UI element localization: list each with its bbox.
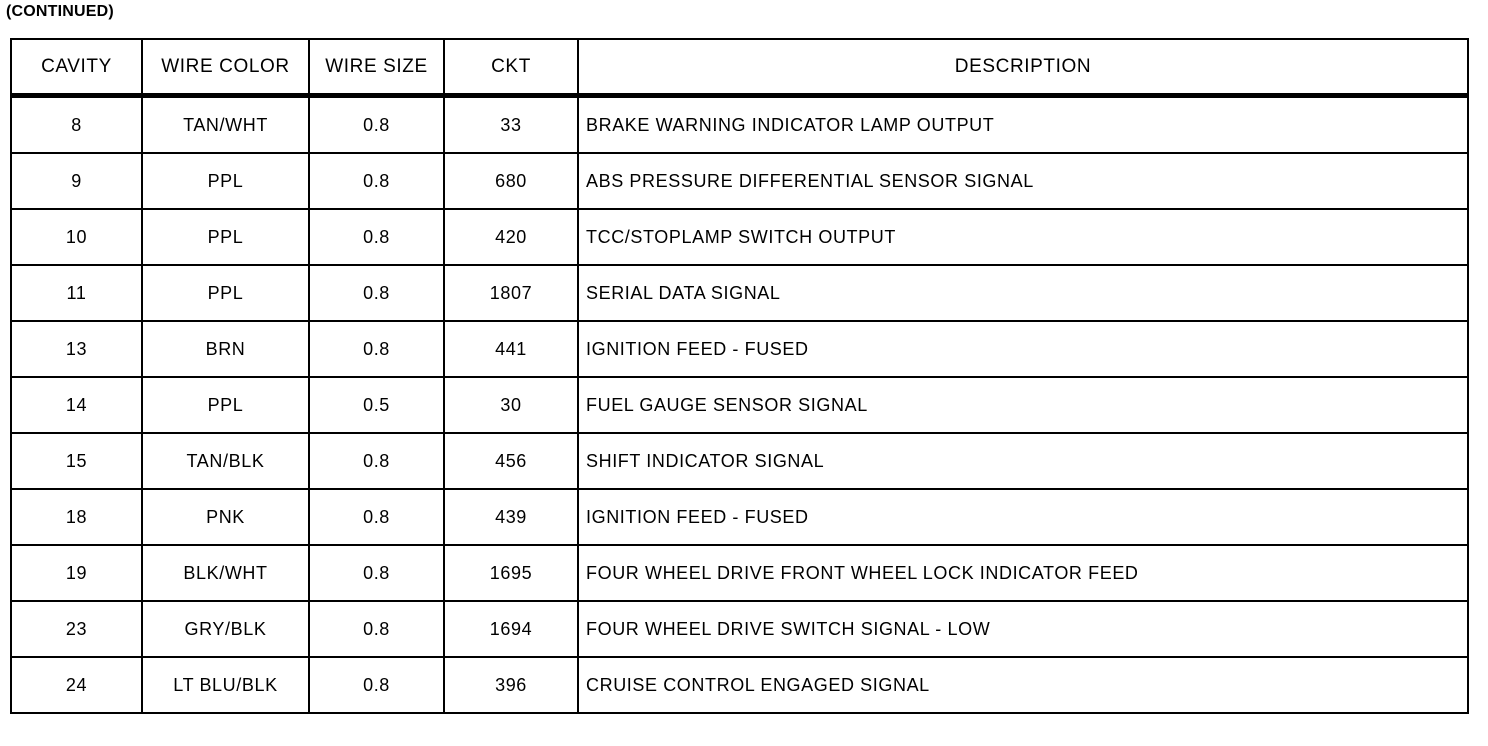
cell-ckt: 439	[444, 489, 578, 545]
cell-wire-color: LT BLU/BLK	[142, 657, 309, 713]
continued-label: (CONTINUED)	[6, 3, 114, 20]
cell-ckt: 1695	[444, 545, 578, 601]
column-header-wire-size: WIRE SIZE	[309, 39, 444, 96]
table-row	[11, 489, 1468, 545]
table-row	[11, 545, 1468, 601]
cell-cavity: 11	[11, 265, 142, 321]
column-header-description: DESCRIPTION	[578, 39, 1468, 96]
cell-description: SERIAL DATA SIGNAL	[578, 265, 1468, 321]
cell-description: BRAKE WARNING INDICATOR LAMP OUTPUT	[578, 96, 1468, 154]
cell-cavity: 13	[11, 321, 142, 377]
table-row	[11, 209, 1468, 265]
column-header-wire-color: WIRE COLOR	[142, 39, 309, 96]
cell-ckt: 33	[444, 96, 578, 154]
cell-cavity: 9	[11, 153, 142, 209]
table-row	[11, 377, 1468, 433]
cell-description: ABS PRESSURE DIFFERENTIAL SENSOR SIGNAL	[578, 153, 1468, 209]
cell-wire-color: GRY/BLK	[142, 601, 309, 657]
cell-cavity: 14	[11, 377, 142, 433]
table-row	[11, 96, 1468, 154]
table-row	[11, 265, 1468, 321]
cell-ckt: 30	[444, 377, 578, 433]
table-row	[11, 321, 1468, 377]
cell-wire-color: PPL	[142, 153, 309, 209]
cell-cavity: 15	[11, 433, 142, 489]
cell-ckt: 680	[444, 153, 578, 209]
column-header-cavity: CAVITY	[11, 39, 142, 96]
cell-wire-color: PPL	[142, 265, 309, 321]
cell-wire-size: 0.8	[309, 96, 444, 154]
cell-ckt: 1807	[444, 265, 578, 321]
cell-description: IGNITION FEED - FUSED	[578, 489, 1468, 545]
cell-description: SHIFT INDICATOR SIGNAL	[578, 433, 1468, 489]
table-row	[11, 657, 1468, 713]
cell-wire-color: PPL	[142, 209, 309, 265]
cell-description: FUEL GAUGE SENSOR SIGNAL	[578, 377, 1468, 433]
cell-wire-size: 0.8	[309, 657, 444, 713]
cell-wire-size: 0.8	[309, 545, 444, 601]
cell-ckt: 441	[444, 321, 578, 377]
table-row	[11, 433, 1468, 489]
cell-cavity: 23	[11, 601, 142, 657]
table-row	[11, 153, 1468, 209]
cell-wire-size: 0.8	[309, 209, 444, 265]
cell-wire-size: 0.5	[309, 377, 444, 433]
cell-description: IGNITION FEED - FUSED	[578, 321, 1468, 377]
cell-wire-size: 0.8	[309, 265, 444, 321]
cell-wire-size: 0.8	[309, 489, 444, 545]
cell-ckt: 420	[444, 209, 578, 265]
cell-wire-size: 0.8	[309, 601, 444, 657]
cell-wire-color: PPL	[142, 377, 309, 433]
cell-cavity: 19	[11, 545, 142, 601]
cell-ckt: 396	[444, 657, 578, 713]
cell-wire-color: TAN/BLK	[142, 433, 309, 489]
cell-description: FOUR WHEEL DRIVE FRONT WHEEL LOCK INDICATOR FEED	[578, 545, 1468, 601]
cell-wire-color: BLK/WHT	[142, 545, 309, 601]
cell-wire-size: 0.8	[309, 433, 444, 489]
cell-description: FOUR WHEEL DRIVE SWITCH SIGNAL - LOW	[578, 601, 1468, 657]
cell-wire-color: BRN	[142, 321, 309, 377]
table-header-row	[11, 39, 1468, 96]
cell-wire-color: TAN/WHT	[142, 96, 309, 154]
cell-ckt: 456	[444, 433, 578, 489]
cell-cavity: 24	[11, 657, 142, 713]
cell-ckt: 1694	[444, 601, 578, 657]
cell-cavity: 18	[11, 489, 142, 545]
cell-description: TCC/STOPLAMP SWITCH OUTPUT	[578, 209, 1468, 265]
cell-cavity: 8	[11, 96, 142, 154]
cell-wire-color: PNK	[142, 489, 309, 545]
table-row	[11, 601, 1468, 657]
column-header-ckt: CKT	[444, 39, 578, 96]
connector-pinout-table	[10, 38, 1469, 714]
cell-cavity: 10	[11, 209, 142, 265]
cell-wire-size: 0.8	[309, 321, 444, 377]
cell-wire-size: 0.8	[309, 153, 444, 209]
cell-description: CRUISE CONTROL ENGAGED SIGNAL	[578, 657, 1468, 713]
